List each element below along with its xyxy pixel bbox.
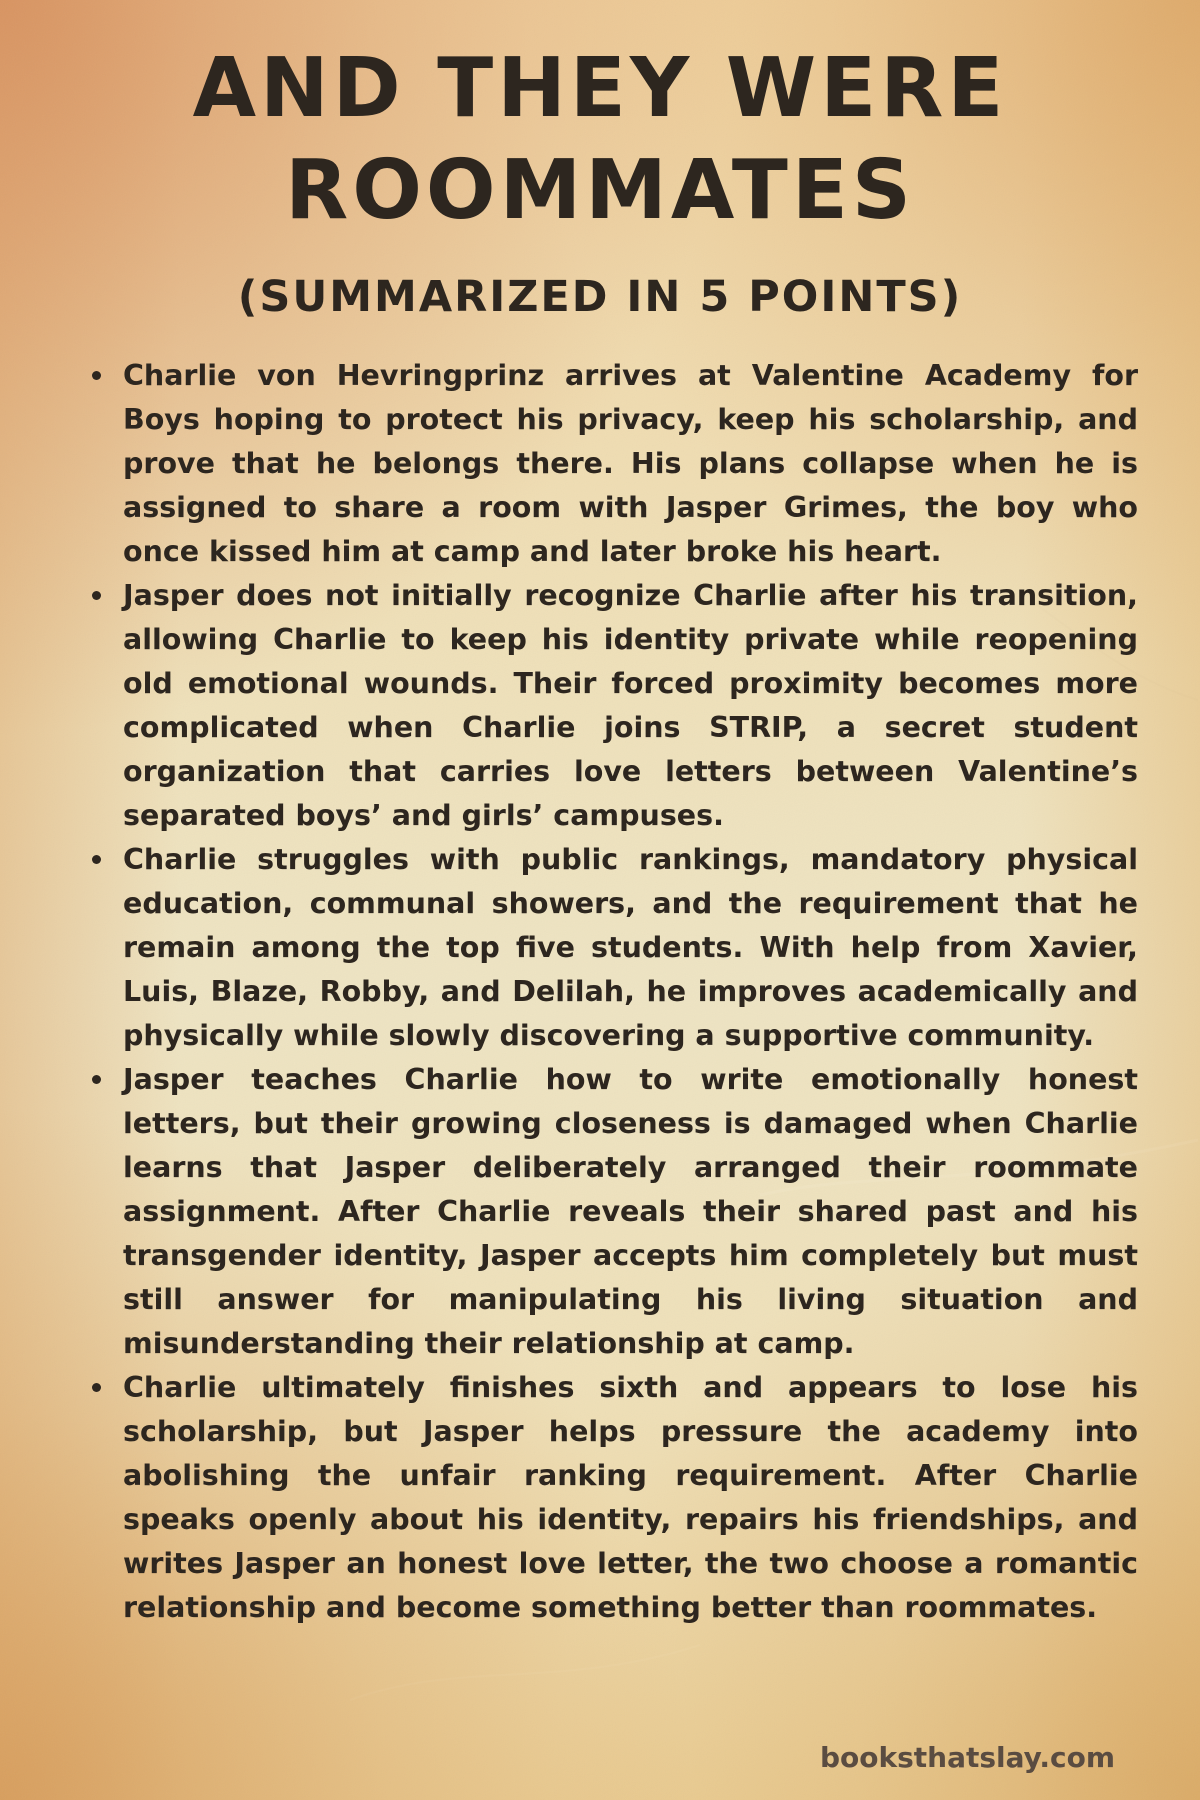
bullet-icon bbox=[92, 1075, 101, 1084]
summary-point-2-text: Jasper does not initially recognize Charlie after his transition, allowing Charlie to keep his identity private while reopening old emotional wounds. Their forced proximity becomes more complicated when Charlie joins STRIP, a secret student organization that carries love letters between Valentine’s separated boys’ and girls’ campuses. bbox=[123, 579, 1138, 832]
summary-point-3-text: Charlie struggles with public rankings, mandatory physical education, communal showers, and the requirement that he remain among the top five students. With help from Xavier, Luis, Blaze, Robby, and Delilah, he improves academically and physically while slowly discovering a supportive community. bbox=[123, 843, 1138, 1052]
summary-point-5 bbox=[90, 1366, 1138, 1630]
summary-point-1-text: Charlie von Hevringprinz arrives at Valentine Academy for Boys hoping to protect his privacy, keep his scholarship, and prove that he belongs there. His plans collapse when he is assigned to share a room with Jasper Grimes, the boy who once kissed him at camp and later broke his heart. bbox=[123, 359, 1138, 568]
summary-points-list bbox=[90, 354, 1138, 1630]
bullet-icon bbox=[92, 855, 101, 864]
title-line-2: ROOMMATES bbox=[285, 143, 915, 238]
summary-point-5-text: Charlie ultimately finishes sixth and appears to lose his scholarship, but Jasper helps pressure the academy into abolishing the unfair ranking requirement. After Charlie speaks openly about his identity, repairs his friendships, and writes Jasper an honest love letter, the two choose a romantic relationship and become something better than roommates. bbox=[123, 1371, 1138, 1624]
page-subtitle: (SUMMARIZED IN 5 POINTS) bbox=[237, 272, 963, 322]
website-credit: booksthatslay.com bbox=[819, 1741, 1115, 1774]
page-title bbox=[100, 38, 1100, 242]
summary-point-4 bbox=[90, 1058, 1138, 1366]
title-line-1: AND THEY WERE bbox=[192, 41, 1008, 136]
bullet-icon bbox=[92, 371, 101, 380]
summary-point-2 bbox=[90, 574, 1138, 838]
bullet-icon bbox=[92, 1383, 101, 1392]
summary-point-4-text: Jasper teaches Charlie how to write emotionally honest letters, but their growing closeness is damaged when Charlie learns that Jasper deliberately arranged their roommate assignment. After Charlie reveals their shared past and his transgender identity, Jasper accepts him completely but must still answer for manipulating his living situation and misunderstanding their relationship at camp. bbox=[123, 1063, 1138, 1360]
summary-point-1 bbox=[90, 354, 1138, 574]
summary-point-3 bbox=[90, 838, 1138, 1058]
bullet-icon bbox=[92, 591, 101, 600]
